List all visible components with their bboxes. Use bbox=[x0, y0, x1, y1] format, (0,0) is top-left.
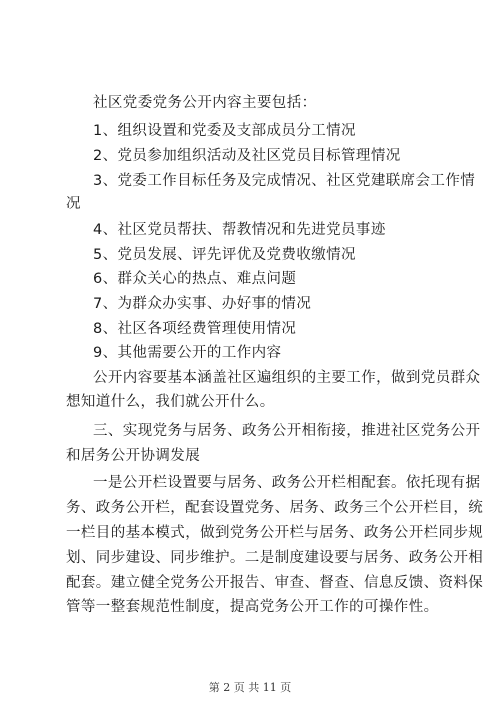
section-3-heading-continued: 和居务公开协调发展 bbox=[66, 448, 201, 464]
list-item-3-continued: 况 bbox=[66, 196, 81, 212]
page-number-footer: 第 2 页 共 11 页 bbox=[208, 681, 292, 694]
list-item-3: 3、党委工作目标任务及完成情况、社区党建联席会工作情 bbox=[93, 173, 476, 189]
paragraph-line: 公开内容要基本涵盖社区遍组织的主要工作，做到党员群众 bbox=[93, 370, 481, 386]
paragraph-line: 划、同步建设、同步维护。二是制度建设要与居务、政务公开相 bbox=[66, 550, 484, 566]
section-3-heading: 三、实现党务与居务、政务公开相衔接，推进社区党务公开 bbox=[93, 423, 481, 439]
list-item-4: 4、社区党员帮扶、帮教情况和先进党员事迹 bbox=[93, 222, 386, 238]
paragraph-line: 管等一整套规范性制度，提高党务公开工作的可操作性。 bbox=[66, 599, 439, 615]
list-item-8: 8、社区各项经费管理使用情况 bbox=[93, 321, 297, 337]
paragraph-line: 想知道什么，我们就公开什么。 bbox=[66, 394, 275, 410]
list-item-5: 5、党员发展、评先评优及党费收缴情况 bbox=[93, 247, 356, 263]
list-item-2: 2、党员参加组织活动及社区党员目标管理情况 bbox=[93, 148, 401, 164]
list-item-9: 9、其他需要公开的工作内容 bbox=[93, 345, 282, 361]
paragraph-line: 一是公开栏设置要与居务、政务公开栏相配套。依托现有据 bbox=[93, 475, 481, 491]
paragraph-line: 务、政务公开栏，配套设置党务、居务、政务三个公开栏目，统 bbox=[66, 500, 484, 516]
list-item-7: 7、为群众办实事、办好事的情况 bbox=[93, 296, 312, 312]
paragraph-line: 配套。建立健全党务公开报告、审查、督查、信息反馈、资料保 bbox=[66, 575, 484, 591]
list-item-6: 6、群众关心的热点、难点问题 bbox=[93, 271, 297, 287]
list-item-1: 1、组织设置和党委及支部成员分工情况 bbox=[93, 123, 356, 139]
paragraph-line: 一栏目的基本模式，做到党务公开栏与居务、政务公开栏同步规 bbox=[66, 525, 484, 541]
section-heading: 社区党委党务公开内容主要包括： bbox=[93, 95, 317, 111]
